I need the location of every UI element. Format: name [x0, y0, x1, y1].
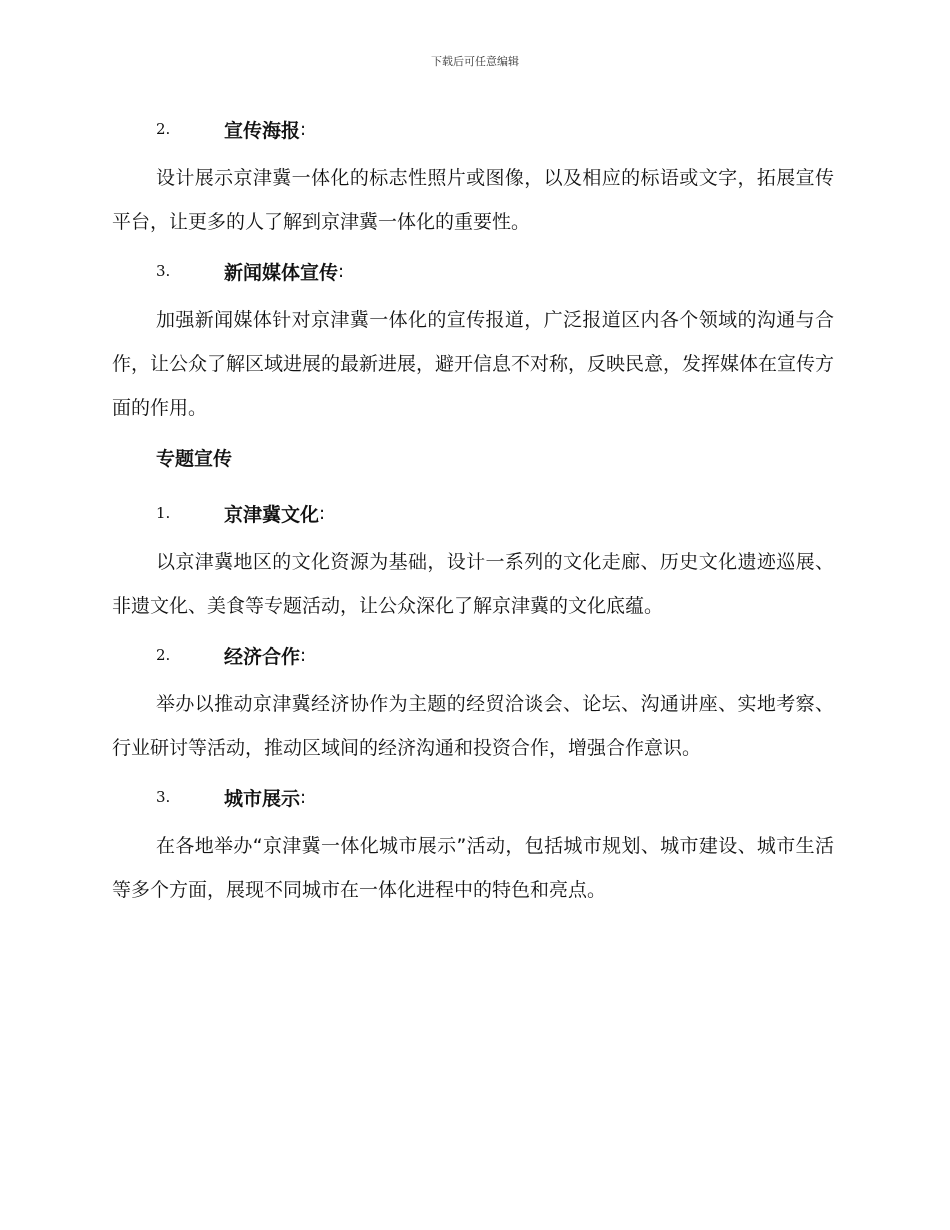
page-header: 下载后可任意编辑	[431, 55, 519, 68]
item-heading-economy	[112, 638, 834, 672]
item-title: 经济合作	[224, 645, 301, 668]
item-heading-media	[112, 254, 834, 288]
item-heading-poster	[112, 112, 834, 146]
item-heading-culture	[112, 496, 834, 530]
item-colon: :	[300, 644, 307, 666]
item-heading-city	[112, 780, 834, 814]
paragraph-media: 加强新闻媒体针对京津冀一体化的宣传报道，广泛报道区内各个领域的沟通与合作，让公众了解区域进展的最新进展，避开信息不对称，反映民意，发挥媒体在宣传方面的作用。	[112, 309, 835, 419]
item-title: 新闻媒体宣传	[224, 261, 339, 284]
paragraph-economy: 举办以推动京津冀经济协作为主题的经贸洽谈会、论坛、沟通讲座、实地考察、行业研讨等活动，推动区域间的经济沟通和投资合作，增强合作意识。	[112, 693, 834, 759]
item-colon: :	[300, 786, 307, 808]
item-number: 2.	[156, 646, 171, 664]
item-title: 京津冀文化	[224, 503, 320, 526]
paragraph-city: 在各地举办“京津冀一体化城市展示”活动，包括城市规划、城市建设、城市生活等多个方面，展现不同城市在一体化进程中的特色和亮点。	[112, 835, 834, 901]
item-colon: :	[338, 260, 345, 282]
item-title: 宣传海报	[224, 119, 301, 142]
document-body	[112, 112, 834, 922]
item-colon: :	[300, 118, 307, 140]
item-number: 3.	[156, 262, 171, 280]
paragraph-poster: 设计展示京津冀一体化的标志性照片或图像，以及相应的标语或文字，拓展宣传平台，让更多的人了解到京津冀一体化的重要性。	[112, 167, 834, 233]
item-title: 城市展示	[224, 787, 301, 810]
item-number: 3.	[156, 788, 171, 806]
item-colon: :	[319, 502, 326, 524]
section-heading: 专题宣传	[156, 447, 233, 470]
paragraph-culture: 以京津冀地区的文化资源为基础，设计一系列的文化走廊、历史文化遗迹巡展、非遗文化、美食等专题活动，让公众深化了解京津冀的文化底蕴。	[112, 551, 834, 617]
item-number: 2.	[156, 120, 171, 138]
item-number: 1.	[156, 504, 171, 522]
